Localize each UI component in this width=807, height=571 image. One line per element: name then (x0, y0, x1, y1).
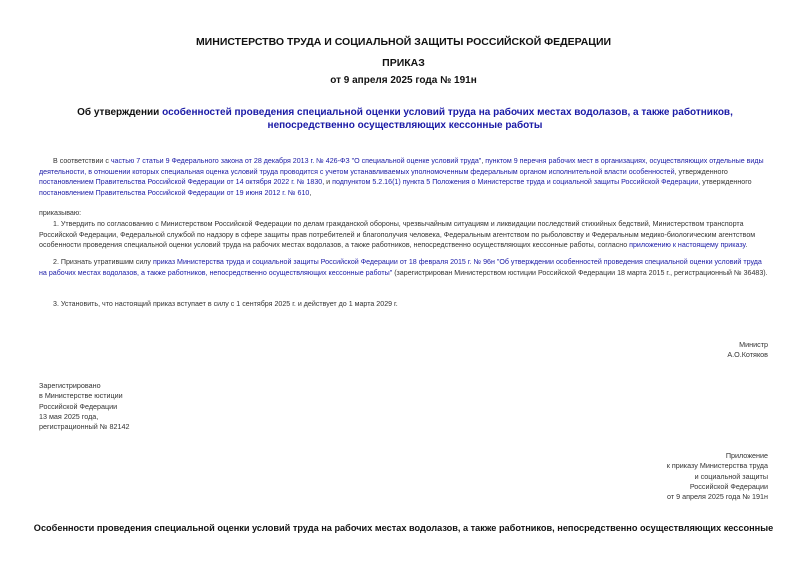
order-verb: приказываю: (39, 209, 82, 217)
preamble-text: , утвержденного (674, 167, 728, 176)
ministry-heading: МИНИСТЕРСТВО ТРУДА И СОЦИАЛЬНОЙ ЗАЩИТЫ РОССИЙСКОЙ ФЕДЕРАЦИИ (195, 36, 612, 48)
signature-position: Министр (739, 340, 768, 349)
preamble-text: , (481, 157, 486, 165)
registration-block (39, 381, 129, 432)
preamble-text: , и (322, 178, 333, 186)
appendix-line: Российской Федерации (689, 481, 768, 491)
item-3-paragraph: 3. Установить, что настоящий приказ вступает в силу с 1 сентября 2025 г. и действует до 1 марта 2029 г. (53, 300, 398, 308)
item-1-text: 1. Утвердить по согласованию с Министерством Российской Федерации по делам гражданской обороны, чрезвычайным ситуациям и ликвидации последствий стихийных бедствий, Министерством транспорта Российской Федерации, Федеральной службой по надзору в сфере защиты прав потребителей и благополучия человека, Федеральным агентством по рыболовству и Федеральным медико-биологическим агентством особенности проведения специальной оценки условий труда на рабочих местах водолазов, а также работников, непосредственно осуществляющих кессонные работы, согласно (39, 220, 756, 249)
preamble-text: , утвержденного (698, 178, 752, 186)
subclause-5-2-16-link[interactable]: подпунктом 5.2.16(1) пункта 5 Положения о Министерстве труда и социальной защиты Российской Федерации (332, 178, 699, 186)
preamble-paragraph (39, 156, 769, 198)
registration-line: регистрационный № 82142 (39, 422, 130, 432)
appendix-header-block (667, 451, 768, 502)
item-2-paragraph (39, 257, 769, 278)
preamble-text: В соответствии с (53, 157, 111, 165)
appendix-line: Приложение (725, 451, 768, 460)
appendix-line: к приказу Министерства труда (666, 461, 768, 471)
registration-line: в Министерстве юстиции (39, 391, 123, 401)
title-link[interactable]: особенностей проведения специальной оценки условий труда на рабочих местах водолазов, а также работников, непосредственно осуществляющих кессонные работы (162, 107, 733, 131)
law-426fz-link[interactable]: частью 7 статьи 9 Федерального закона от 28 декабря 2013 г. № 426-ФЗ "О специальной оценке условий труда" (110, 157, 482, 165)
item-2-end: (зарегистрирован Министерством юстиции Российской Федерации 18 марта 2015 г., регистрационный № 36483). (392, 268, 768, 277)
registration-line: 13 мая 2025 года, (39, 411, 99, 421)
title-prefix: Об утверждении (77, 107, 163, 118)
item-1-paragraph (39, 219, 769, 251)
doc-date-number: от 9 апреля 2025 года № 191н (330, 75, 477, 86)
appendix-link[interactable]: приложению к настоящему приказу (629, 241, 746, 249)
doc-type-heading: ПРИКАЗ (382, 57, 425, 69)
order-96n-link[interactable]: приказ Министерства труда и социальной защиты Российской Федерации от 18 февраля 2015 г. № 96н "Об утверждении особенностей проведения специальной оценки условий труда на рабочих местах водолазов, а также работников, непосредственно осуществляющих кессонные работы" (39, 258, 762, 277)
registration-line: Зарегистрировано (39, 381, 101, 390)
appendix-line: и социальной защиты (694, 471, 768, 481)
document-title (60, 106, 750, 132)
signature-name: А.О.Котяков (727, 350, 768, 360)
signature-block (727, 340, 768, 361)
preamble-text: , (309, 188, 312, 197)
resolution-610-link[interactable]: постановлением Правительства Российской Федерации от 19 июня 2012 г. № 610 (39, 188, 310, 197)
registration-line: Российской Федерации (39, 401, 118, 411)
resolution-1830-link[interactable]: постановлением Правительства Российской Федерации от 14 октября 2022 г. № 1830 (39, 178, 323, 186)
appendix-line: от 9 апреля 2025 года № 191н (667, 492, 768, 502)
item-1-end: . (745, 241, 748, 249)
list-item-9-link[interactable]: пунктом 9 перечня рабочих мест в организациях, осуществляющих отдельные виды деятельности, в отношении которых специальная оценка условий труда проводится с учетом устанавливаемых уполномоченным федеральным органом исполнительной власти особенностей (39, 157, 764, 176)
appendix-title: Особенности проведения специальной оценки условий труда на рабочих местах водолазов, а также работников, непосредственно осуществляющих кессонные (33, 523, 774, 533)
item-2-text: 2. Признать утратившим силу (53, 258, 153, 266)
